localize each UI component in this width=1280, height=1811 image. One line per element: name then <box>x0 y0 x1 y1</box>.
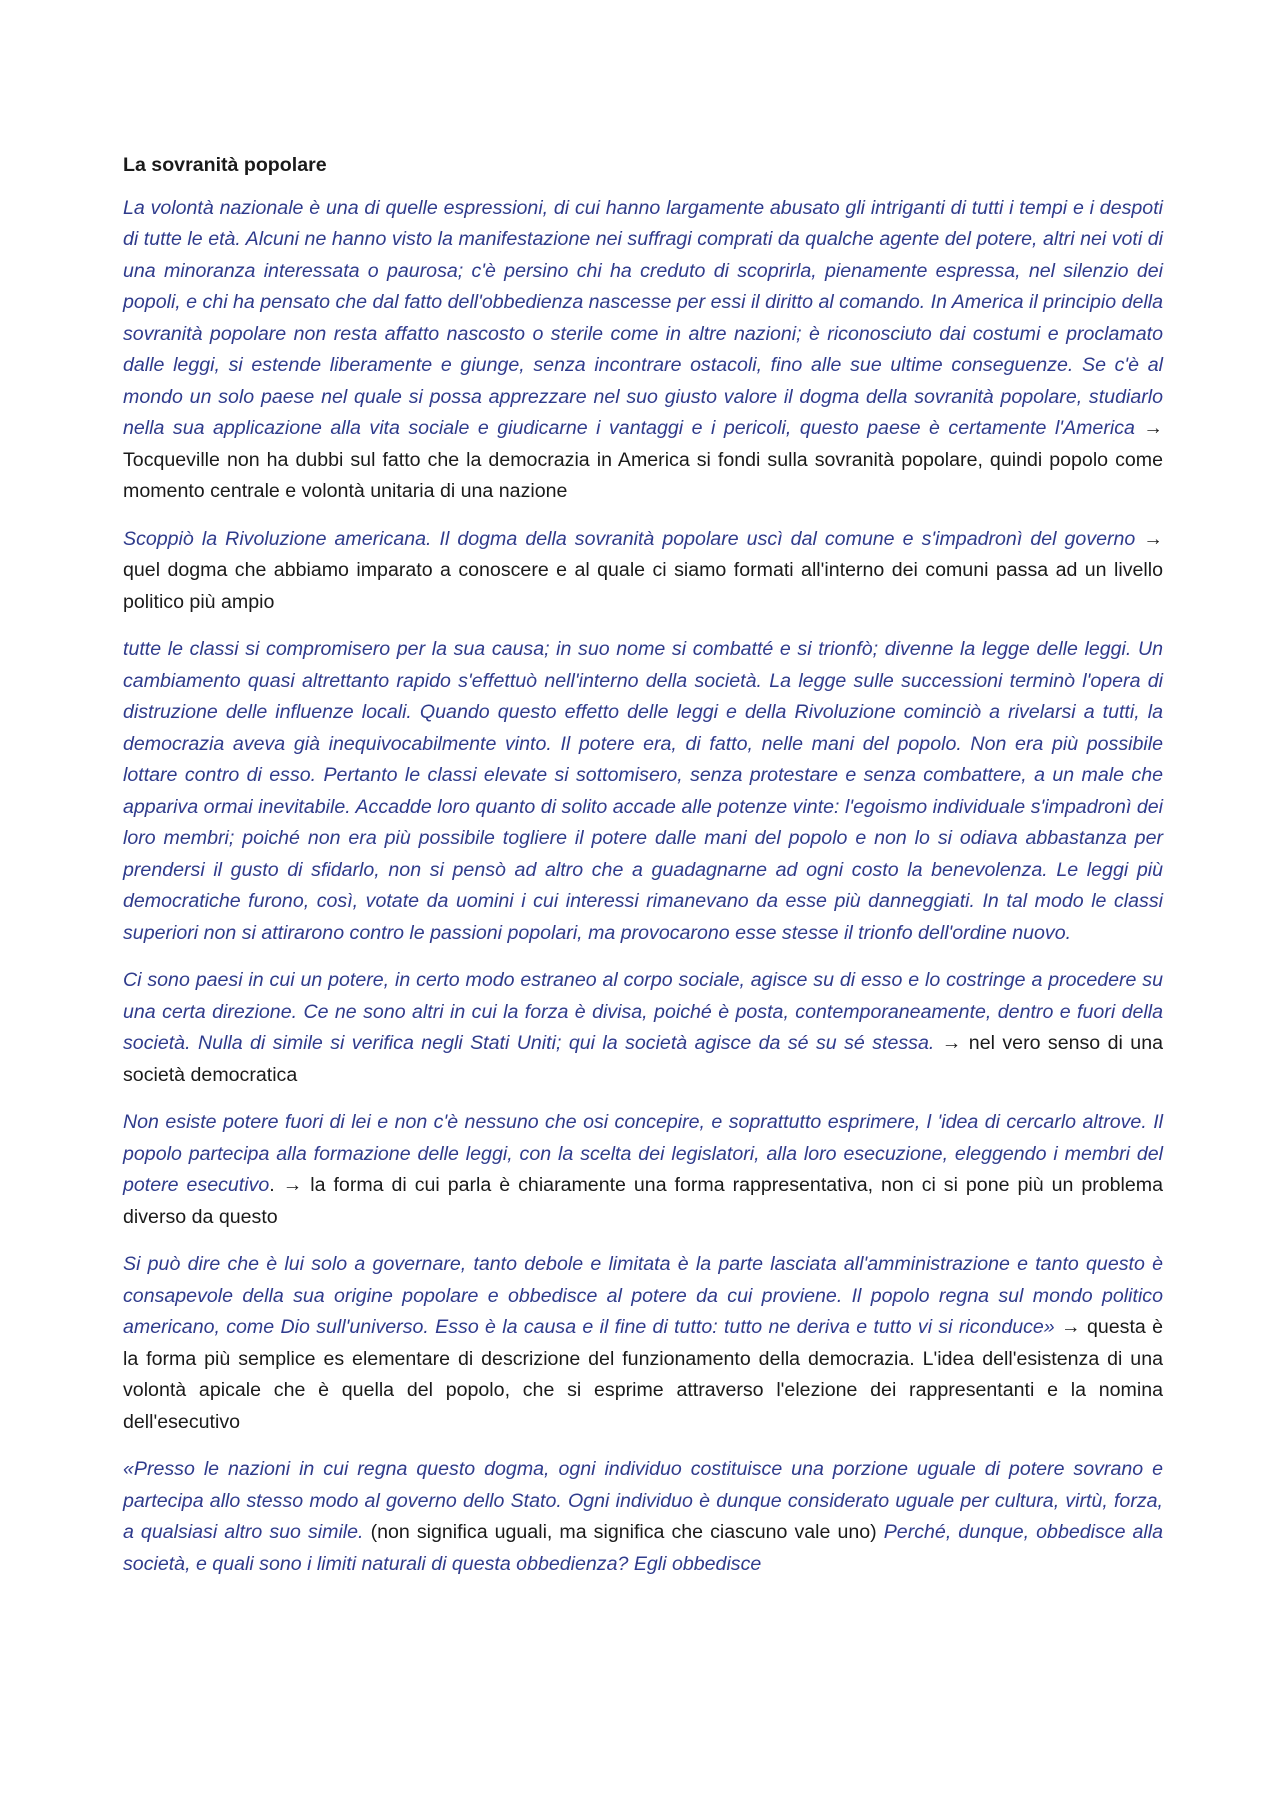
comment-text: questa è la forma più semplice es elementare di descrizione del funzionamento della democrazia. L'idea dell'esistenza di una volontà apicale che è quella del popolo, che si esprime attraverso l'elezione dei rappresentanti e la nomina dell'esecutivo <box>123 1316 1163 1433</box>
quote-text: Ci sono paesi in cui un potere, in certo modo estraneo al corpo sociale, agisce su di esso e lo costringe a procedere su una certa direzione. Ce ne sono altri in cui la forza è divisa, poiché è posta, contemporaneamente, dentro e fuori della società. Nulla di simile si verifica negli Stati Uniti; qui la società agisce da sé su sé stessa. <box>123 969 1163 1054</box>
comment-text: la forma di cui parla è chiaramente una forma rappresentativa, non ci si pone più un problema diverso da questo <box>123 1174 1164 1228</box>
paragraph-3 <box>123 634 1163 949</box>
comment-text: nel vero senso di una società democratica <box>123 1032 1164 1086</box>
paragraph-4 <box>123 965 1163 1091</box>
quote-text: Non esiste potere fuori di lei e non c'è nessuno che osi concepire, e soprattutto esprimere, l 'idea di cercarlo altrove. Il popolo partecipa alla formazione delle leggi, con la scelta dei legislatori, alla loro esecuzione, eleggendo i membri del potere esecutivo <box>123 1111 1163 1196</box>
paragraph-7 <box>123 1454 1163 1580</box>
paragraph-6 <box>123 1249 1163 1438</box>
period-text: . <box>269 1174 275 1196</box>
comment-text: quel dogma che abbiamo imparato a conoscere e al quale ci siamo formati all'interno dei comuni passa ad un livello politico più ampio <box>123 559 1163 613</box>
quote-text: Si può dire che è lui solo a governare, tanto debole e limitata è la parte lasciata all'amministrazione e tanto questo è consapevole della sua origine popolare e obbedisce al potere da cui proviene. Il popolo regna sul mondo politico americano, come Dio sull'universo. Esso è la causa e il fine di tutto: tutto ne deriva e tutto vi si riconduce» <box>123 1253 1163 1338</box>
arrow-icon: → <box>1061 1316 1081 1338</box>
quote-text: «Presso le nazioni in cui regna questo dogma, ogni individuo costituisce una porzione uguale di potere sovrano e partecipa allo stesso modo al governo dello Stato. Ogni individuo è dunque considerato uguale per cultura, virtù, forza, a qualsiasi altro suo simile. <box>123 1458 1163 1543</box>
comment-text: Tocqueville non ha dubbi sul fatto che la democrazia in America si fondi sulla sovranità popolare, quindi popolo come momento centrale e volontà unitaria di una nazione <box>123 448 1163 502</box>
document-title: La sovranità popolare <box>123 154 327 176</box>
comment-text: (non significa uguali, ma significa che ciascuno vale uno) <box>370 1521 877 1543</box>
quote-text: La volontà nazionale è una di quelle espressioni, di cui hanno largamente abusato gli intriganti di tutti i tempi e i despoti di tutte le età. Alcuni ne hanno visto la manifestazione nei suffragi comprati da qualche agente del potere, altri nei voti di una minoranza interessata o paurosa; c'è persino chi ha creduto di scoprirla, pienamente espressa, nel silenzio dei popoli, e chi ha pensato che dal fatto dell'obbedienza nascesse per essi il diritto al comando. In America il principio della sovranità popolare non resta affatto nascosto o sterile come in altre nazioni; è riconosciuto dai costumi e proclamato dalle leggi, si estende liberamente e giunge, senza incontrare ostacoli, fino alle sue ultime conseguenze. Se c'è al mondo un solo paese nel quale si possa apprezzare nel suo giusto valore il dogma della sovranità popolare, studiarlo nella sua applicazione alla vita sociale e giudicarne i vantaggi e i pericoli, questo paese è certamente l'America <box>123 196 1163 439</box>
arrow-icon: → <box>282 1174 303 1196</box>
paragraph-5 <box>123 1107 1163 1233</box>
paragraph-2 <box>123 524 1163 619</box>
quote-text-continued: Perché, dunque, obbedisce alla società, e quali sono i limiti naturali di questa obbedienza? Egli obbedisce <box>123 1521 1164 1575</box>
document-page <box>123 150 1163 1596</box>
arrow-icon: → <box>1143 417 1163 439</box>
paragraph-1 <box>123 193 1163 508</box>
quote-text: Scoppiò la Rivoluzione americana. Il dogma della sovranità popolare uscì dal comune e s'impadronì del governo <box>123 527 1136 550</box>
quote-text: tutte le classi si compromisero per la sua causa; in suo nome si combatté e si trionfò; divenne la legge delle leggi. Un cambiamento quasi altrettanto rapido s'effettuò nell'interno della società. La legge sulle successioni terminò l'opera di distruzione delle influenze locali. Quando questo effetto delle leggi e della Rivoluzione cominciò a rivelarsi a tutti, la democrazia aveva già inequivocabilmente vinto. Il potere era, di fatto, nelle mani del popolo. Non era più possibile lottare contro di esso. Pertanto le classi elevate si sottomisero, senza protestare e senza combattere, a un male che appariva ormai inevitabile. Accadde loro quanto di solito accade alle potenze vinte: l'egoismo individuale s'impadronì dei loro membri; poiché non era più possibile togliere il potere dalle mani del popolo e non lo si odiava abbastanza per prendersi il gusto di sfidarlo, non si pensò ad altro che a guadagnarne ad ogni costo la benevolenza. Le leggi più democratiche furono, così, votate da uomini i cui interessi rimanevano da esse più danneggiati. In tal modo le classi superiori non si attirarono contro le passioni popolari, ma provocarono esse stesse il trionfo dell'ordine nuovo. <box>123 638 1163 944</box>
arrow-icon: → <box>941 1032 962 1054</box>
arrow-icon: → <box>1143 527 1163 550</box>
